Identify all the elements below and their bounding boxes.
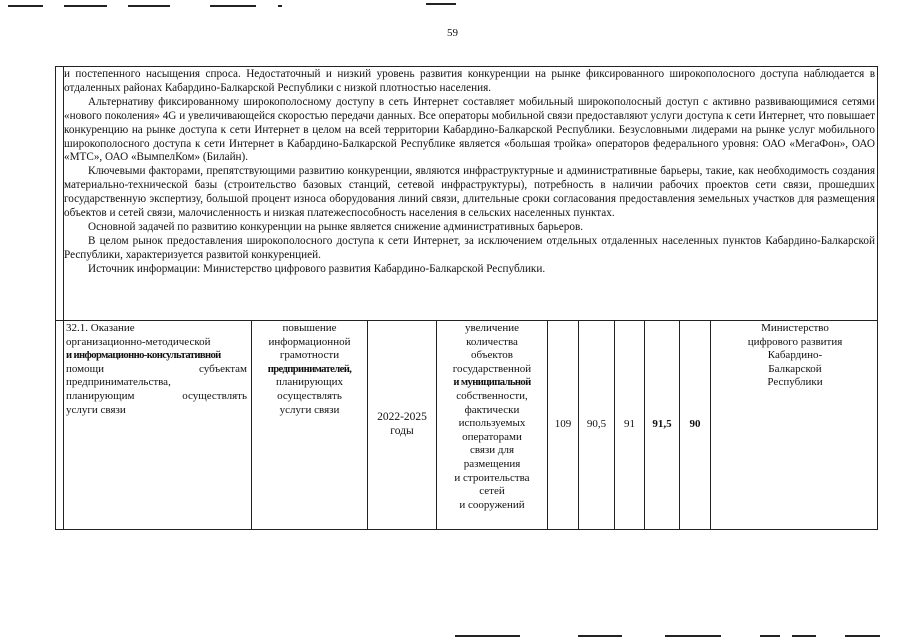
measure-line: предпринимательства, xyxy=(66,376,171,389)
indicator-line: количества xyxy=(466,335,518,348)
paragraph-1: и постепенного насыщения спроса. Недостаточный и низкий уровень развития конкуренции на рынке фиксированного широкополосного доступа наблюдается в отдаленных районах Кабардино-Балкарской Республики с низкой плотностью населения. xyxy=(64,68,875,94)
goal-line: повышение xyxy=(282,322,337,334)
value-cell-5 xyxy=(680,321,711,529)
scan-artifact-bottom-4 xyxy=(760,635,780,637)
indicator-value: 109 xyxy=(554,418,572,431)
responsible-line: цифрового развития xyxy=(747,335,843,348)
indicator-line: и сооружений xyxy=(459,498,525,511)
paragraph-4: Основной задачей по развитию конкуренции на рынке является снижение административных барьеров. xyxy=(88,220,584,233)
indicator-value: 90,5 xyxy=(586,418,607,431)
indicator-line: фактически xyxy=(464,403,520,416)
goal-line: осуществлять xyxy=(277,389,342,402)
paragraph-5: В целом рынок предоставления широкополосного доступа к сети Интернет, за исключением отдельных отдаленных населенных пунктов Кабардино-Балкарской Республики, характеризуется развитой конкуренцией. xyxy=(64,234,875,261)
indicator-line: операторами xyxy=(462,430,522,443)
indicator-line: и муниципальной xyxy=(453,377,531,389)
goal-line: услуги связи xyxy=(279,403,340,416)
indicator-line: сетей xyxy=(479,485,505,498)
period-cell xyxy=(368,321,437,529)
indicator-value: 90 xyxy=(689,418,701,431)
responsible-line: Республики xyxy=(767,376,823,389)
measure-cell xyxy=(63,321,252,529)
value-cell-2 xyxy=(579,321,615,529)
measure-line: организационно-методической xyxy=(66,335,211,348)
measure-line: планирующим осуществлять xyxy=(66,389,247,402)
scan-artifact-top-4 xyxy=(210,5,256,7)
measure-line: помощи субъектам xyxy=(66,362,247,375)
indicator-line: и строительства xyxy=(454,471,530,484)
period-value: 2022-2025 годы xyxy=(377,411,427,437)
paragraph-3: Ключевыми факторами, препятствующими развитию конкуренции, являются инфраструктурные и административные барьеры, такие, как необходимость создания материально-технической базы (строительство базовых станций, сетевой инфраструктуры), потребность в наличии рабочих проектов сети связи, прошедших государственную экспертизу, большой процент износа оборудования линий связи, длительные сроки согласования предоставления земельных участков для размещения объектов и сетей связи, малочисленность и низкая платежеспособность населения в сельских населенных пунктах. xyxy=(64,165,875,220)
scan-artifact-bottom-3 xyxy=(665,635,721,637)
scan-artifact-top-1 xyxy=(8,5,43,7)
page-number: 59 xyxy=(447,27,458,39)
indicator-value: 91 xyxy=(624,418,635,431)
goal-line: грамотности xyxy=(279,349,340,362)
measure-line: 32.1. Оказание xyxy=(66,322,135,334)
responsible-line: Балкарской xyxy=(768,362,822,375)
measure-table-row xyxy=(56,320,877,529)
indicator-line: используемых xyxy=(458,417,526,430)
goal-line: информационной xyxy=(268,335,351,348)
measure-line: услуги связи xyxy=(66,403,126,416)
scan-artifact-top-2 xyxy=(64,5,107,7)
scan-artifact-bottom-2 xyxy=(578,635,622,637)
value-cell-1 xyxy=(548,321,579,529)
paragraph-2: Альтернативу фиксированному широкополосному доступу в сеть Интернет составляет мобильный широкополосный доступ с активно развивающимися сетями «нового поколения» 4G и увеличивающейся скоростью передачи данных. Все операторы мобильной связи предоставляют услуги доступа к сети Интернет, что повышает конкуренцию на рынке доступа к сети Интернет в целом на всей территории Кабардино-Балкарской Республики. Безусловными лидерами на рынке услуг мобильного широкополосного доступа к сети Интернет в Кабардино-Балкарской Республике является «большая тройка» операторов федерального уровня: ОАО «МегаФон», ОАО «МТС», ОАО «ВымпелКом» (Билайн). xyxy=(64,95,875,164)
indicator-value: 91,5 xyxy=(652,418,672,431)
goal-line: планирующих xyxy=(276,376,343,389)
value-cell-3 xyxy=(615,321,645,529)
goal-cell xyxy=(252,321,368,529)
scan-artifact-top-5 xyxy=(278,5,282,7)
indicator-line: государственной xyxy=(452,362,532,375)
value-cell-4 xyxy=(645,321,680,529)
scan-artifact-top-3 xyxy=(128,5,170,7)
document-table xyxy=(55,66,878,530)
goal-line: предпринимателей, xyxy=(267,363,352,375)
source-note: Источник информации: Министерство цифрового развития Кабардино-Балкарской Республики. xyxy=(88,262,546,275)
scan-artifact-top-6 xyxy=(426,3,456,5)
indicator-line: размещения xyxy=(463,457,521,470)
indicator-cell xyxy=(437,321,548,529)
competition-description xyxy=(64,68,875,277)
responsible-cell xyxy=(711,321,879,529)
scan-artifact-bottom-6 xyxy=(845,635,880,637)
indicator-line: собственности, xyxy=(456,389,528,402)
responsible-line: Министерство xyxy=(761,322,829,334)
measure-line: и информационно-консультативной xyxy=(66,350,221,362)
scan-artifact-bottom-5 xyxy=(792,635,816,637)
responsible-line: Кабардино- xyxy=(767,349,823,362)
scan-artifact-bottom-1 xyxy=(455,635,520,637)
indicator-line: объектов xyxy=(471,349,513,362)
indicator-line: увеличение xyxy=(465,322,519,334)
indicator-line: связи для xyxy=(469,444,515,457)
